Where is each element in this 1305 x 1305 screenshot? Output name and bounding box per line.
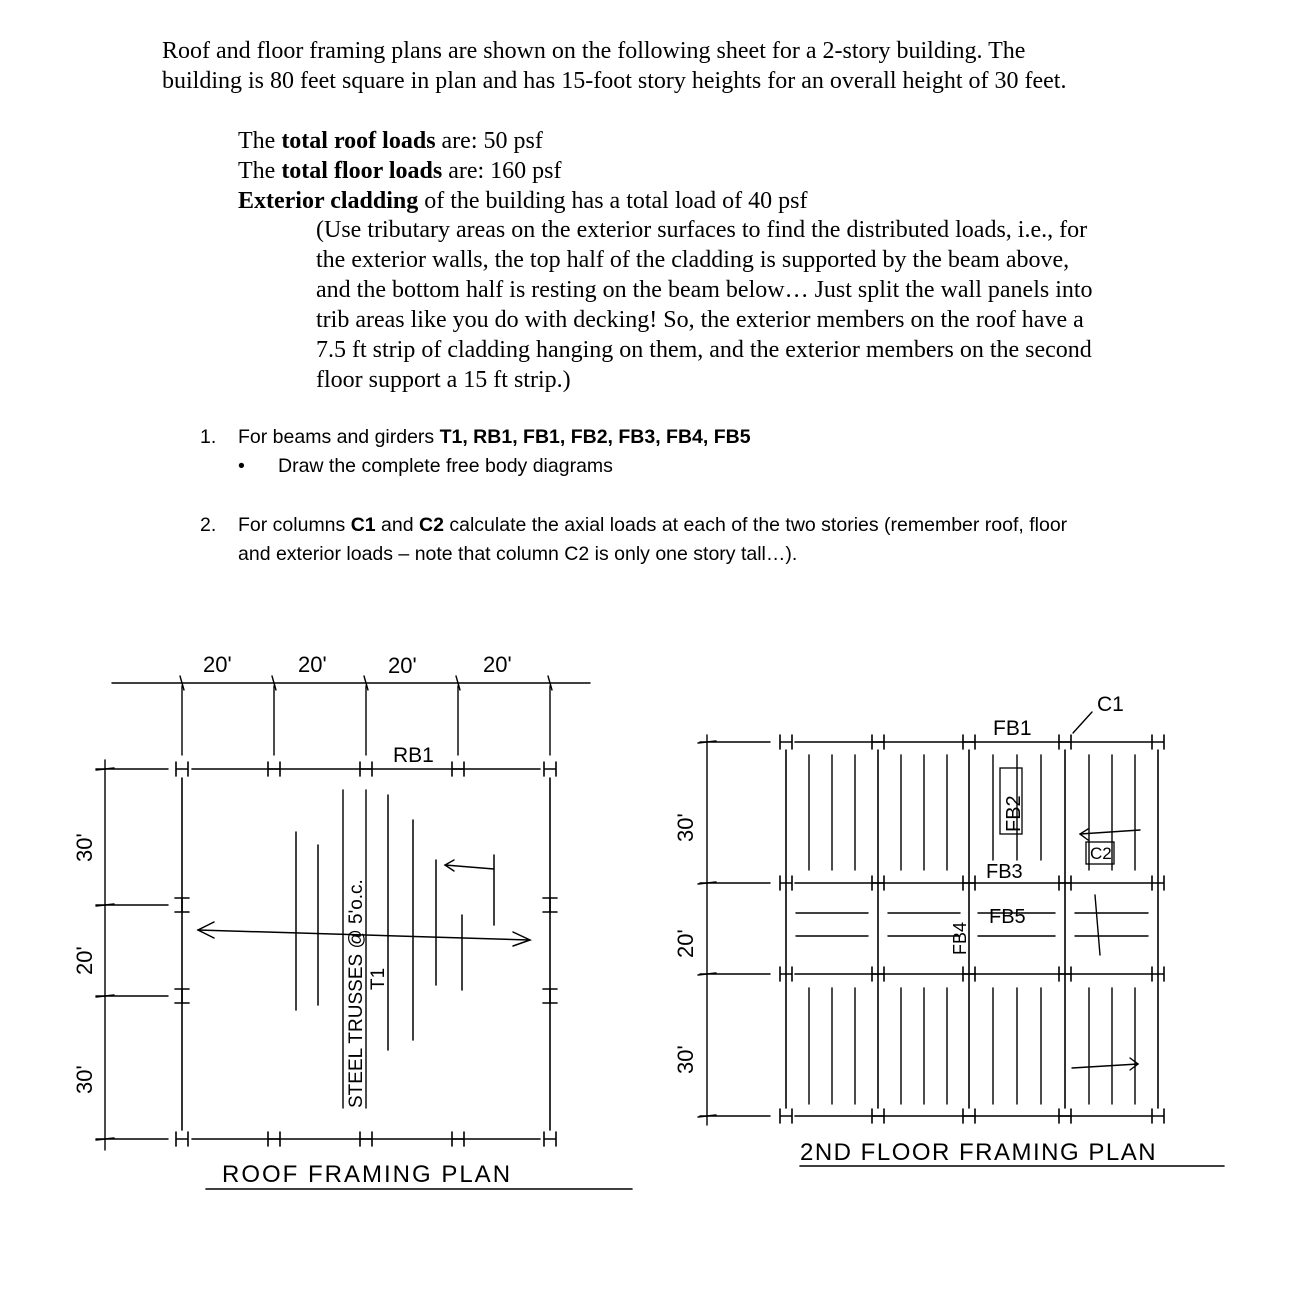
roof-dim-left-3: 30' [72,1065,97,1094]
tributary-note-text: (Use tributary areas on the exterior surfaces to find the distributed loads, i.e., for the exterior walls, the top half of the cladding is supported by the beam above, and the bottom half is resting on the beam below… Just split the wall panels into trib areas like you do with decking! So, the exterior members on the roof have a 7.5 ft strip of cladding hanging on them, and the exterior members on the second floor support a 15 ft strip.) [316,217,1093,393]
cladding-load-bold: Exterior cladding [238,188,419,214]
roof-load-bold: total roof loads [281,128,436,154]
floor-dim-left-3: 30' [673,1045,698,1074]
floor-label-fb1: FB1 [993,717,1032,740]
roof-truss-tag: T1 [368,967,389,990]
floor-label-c2: C2 [1090,844,1112,863]
bullet-icon: • [238,455,245,477]
roof-dim-top-2: 20' [298,652,327,677]
question-2-part2: and [375,514,420,536]
floor-load-suffix: are: 160 psf [442,158,562,184]
floor-infill-beams [796,755,1148,1104]
intro-text: Roof and floor framing plans are shown on the following sheet for a 2-story building. The building is 80 feet square in plan and has 15-foot story heights for an overall height of 30 feet. [162,38,1067,94]
roof-dim-top-3: 20' [388,653,417,678]
question-2-c1: C1 [350,514,376,536]
floor-girders [786,742,1158,1116]
question-1-number: 1. [200,426,217,448]
cladding-load-suffix: of the building has a total load of 40 psf [418,188,808,214]
floor-dim-left-2: 20' [673,929,698,958]
floor-load-bold: total floor loads [281,158,443,184]
floor-dim-left-1: 30' [673,813,698,842]
roof-dim-top-4: 20' [483,652,512,677]
question-2-number: 2. [200,514,217,536]
question-1-bullet-text: Draw the complete free body diagrams [278,455,613,477]
question-2-c2: C2 [419,514,444,536]
floor-label-fb4: FB4 [950,921,970,955]
floor-label-fb5: FB5 [989,906,1026,928]
roof-plan-title: ROOF FRAMING PLAN [222,1161,513,1188]
roof-framing-plan [72,652,632,1189]
floor-plan-title: 2ND FLOOR FRAMING PLAN [800,1139,1158,1166]
question-1-prefix: For beams and girders [238,426,440,448]
floor-framing-plan [673,693,1224,1166]
floor-label-fb2: FB2 [1003,795,1025,832]
roof-trusses [296,795,494,1050]
question-2-part3: calculate the axial loads at each of the two stories (remember roof, floor and exterior loads – note that column C2 is only one story tall…). [238,514,1068,565]
floor-label-c1: C1 [1097,693,1124,716]
roof-dim-top-1: 20' [203,652,232,677]
floor-column-marks [780,735,1164,1123]
question-1-members: T1, RB1, FB1, FB2, FB3, FB4, FB5 [439,426,751,448]
roof-load-prefix: The [238,128,282,154]
floor-label-fb3: FB3 [986,861,1023,883]
floor-span-arrows [1072,829,1140,1070]
roof-truss-label: STEEL TRUSSES @ 5'o.c. [346,879,367,1108]
floor-load-prefix: The [238,158,282,184]
roof-load-suffix: are: 50 psf [435,128,543,154]
roof-dim-left-2: 20' [72,946,97,975]
roof-dim-left-1: 30' [72,833,97,862]
question-2-part1: For columns [238,514,351,536]
roof-beam-label-rb1: RB1 [393,744,434,767]
